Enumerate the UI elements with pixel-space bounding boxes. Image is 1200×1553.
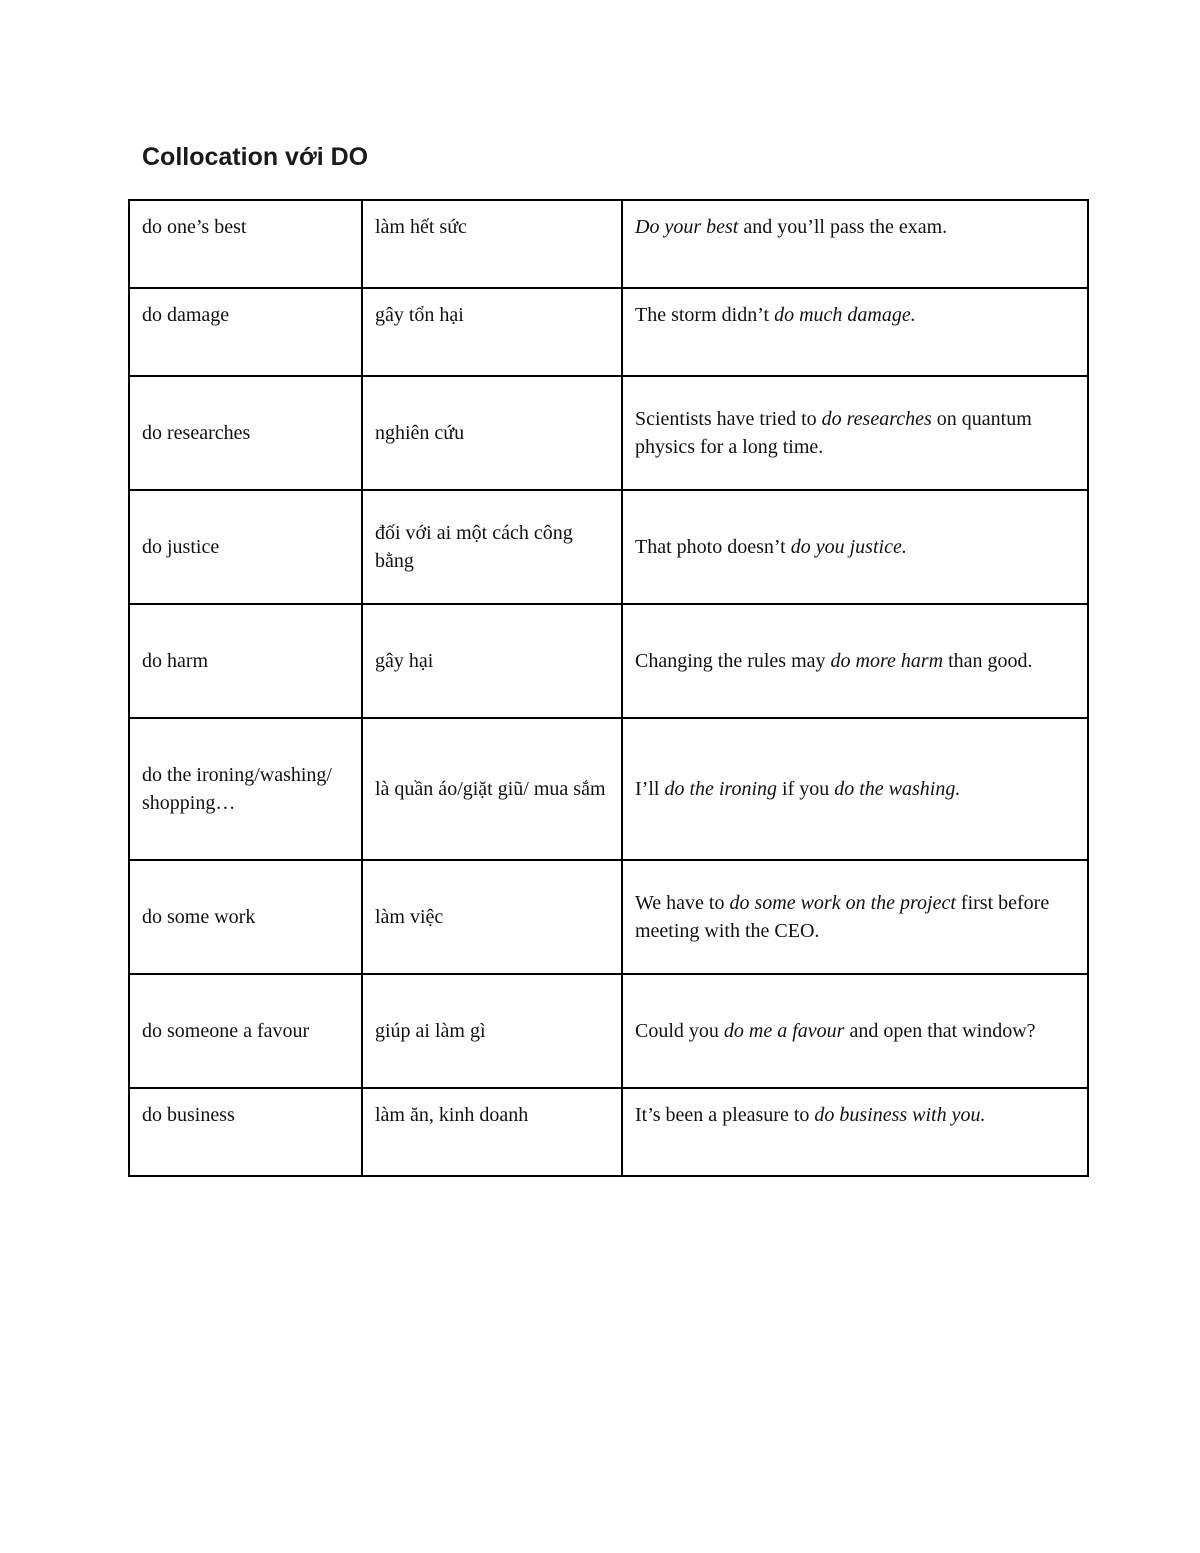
example-segment: Changing the rules may: [635, 650, 831, 672]
example-segment: Could you: [635, 1020, 724, 1042]
example-segment: than good.: [943, 650, 1033, 672]
example-segment: do some work on the project: [729, 892, 956, 914]
meaning-cell: gây tổn hại: [362, 288, 622, 376]
page-title: Collocation với DO: [142, 143, 369, 171]
meaning-cell: nghiên cứu: [362, 376, 622, 490]
example-segment: do much damage.: [774, 304, 916, 326]
example-segment: do the ironing: [664, 778, 778, 800]
meaning-cell: làm hết sức: [362, 200, 622, 288]
meaning-cell: làm ăn, kinh doanh: [362, 1088, 622, 1176]
example-segment: Scientists have tried to: [635, 408, 822, 430]
example-cell: [622, 376, 1088, 490]
example-segment: Do your best: [635, 216, 739, 238]
example-cell: [622, 490, 1088, 604]
example-cell: [622, 604, 1088, 718]
example-segment: do you justice.: [790, 536, 907, 558]
phrase-cell: do the ironing/washing/ shopping…: [129, 718, 362, 860]
meaning-cell: đối với ai một cách công bằng: [362, 490, 622, 604]
table-row: [129, 718, 1088, 860]
table-row: [129, 376, 1088, 490]
example-segment: do researches: [821, 408, 932, 430]
phrase-cell: do researches: [129, 376, 362, 490]
example-segment: first before meeting with the CEO.: [635, 892, 1050, 942]
example-cell: [622, 718, 1088, 860]
collocation-table: [128, 199, 1089, 1177]
example-segment: It’s been a pleasure to: [635, 1104, 815, 1126]
phrase-cell: do business: [129, 1088, 362, 1176]
example-segment: on quantum physics for a long time.: [635, 408, 1032, 458]
example-segment: and open that window?: [844, 1020, 1036, 1042]
table-row: [129, 200, 1088, 288]
phrase-cell: do someone a favour: [129, 974, 362, 1088]
table-row: [129, 1088, 1088, 1176]
example-segment: do me a favour: [723, 1020, 845, 1042]
table-row: [129, 974, 1088, 1088]
example-segment: do the washing.: [834, 778, 961, 800]
collocation-table-container: [128, 199, 1089, 1177]
example-segment: if you: [777, 778, 835, 800]
example-cell: [622, 860, 1088, 974]
meaning-cell: là quần áo/giặt giũ/ mua sắm: [362, 718, 622, 860]
example-cell: [622, 1088, 1088, 1176]
phrase-cell: do one’s best: [129, 200, 362, 288]
example-segment: That photo doesn’t: [635, 536, 791, 558]
meaning-cell: gây hại: [362, 604, 622, 718]
meaning-cell: làm việc: [362, 860, 622, 974]
phrase-cell: do damage: [129, 288, 362, 376]
example-segment: The storm didn’t: [635, 304, 775, 326]
table-row: [129, 604, 1088, 718]
phrase-cell: do some work: [129, 860, 362, 974]
example-segment: and you’ll pass the exam.: [738, 216, 948, 238]
table-row: [129, 860, 1088, 974]
example-segment: We have to: [635, 892, 730, 914]
table-row: [129, 288, 1088, 376]
example-cell: [622, 200, 1088, 288]
example-segment: do business with you.: [814, 1104, 986, 1126]
phrase-cell: do harm: [129, 604, 362, 718]
example-segment: do more harm: [830, 650, 944, 672]
meaning-cell: giúp ai làm gì: [362, 974, 622, 1088]
table-row: [129, 490, 1088, 604]
example-segment: I’ll: [635, 778, 665, 800]
example-cell: [622, 288, 1088, 376]
phrase-cell: do justice: [129, 490, 362, 604]
example-cell: [622, 974, 1088, 1088]
